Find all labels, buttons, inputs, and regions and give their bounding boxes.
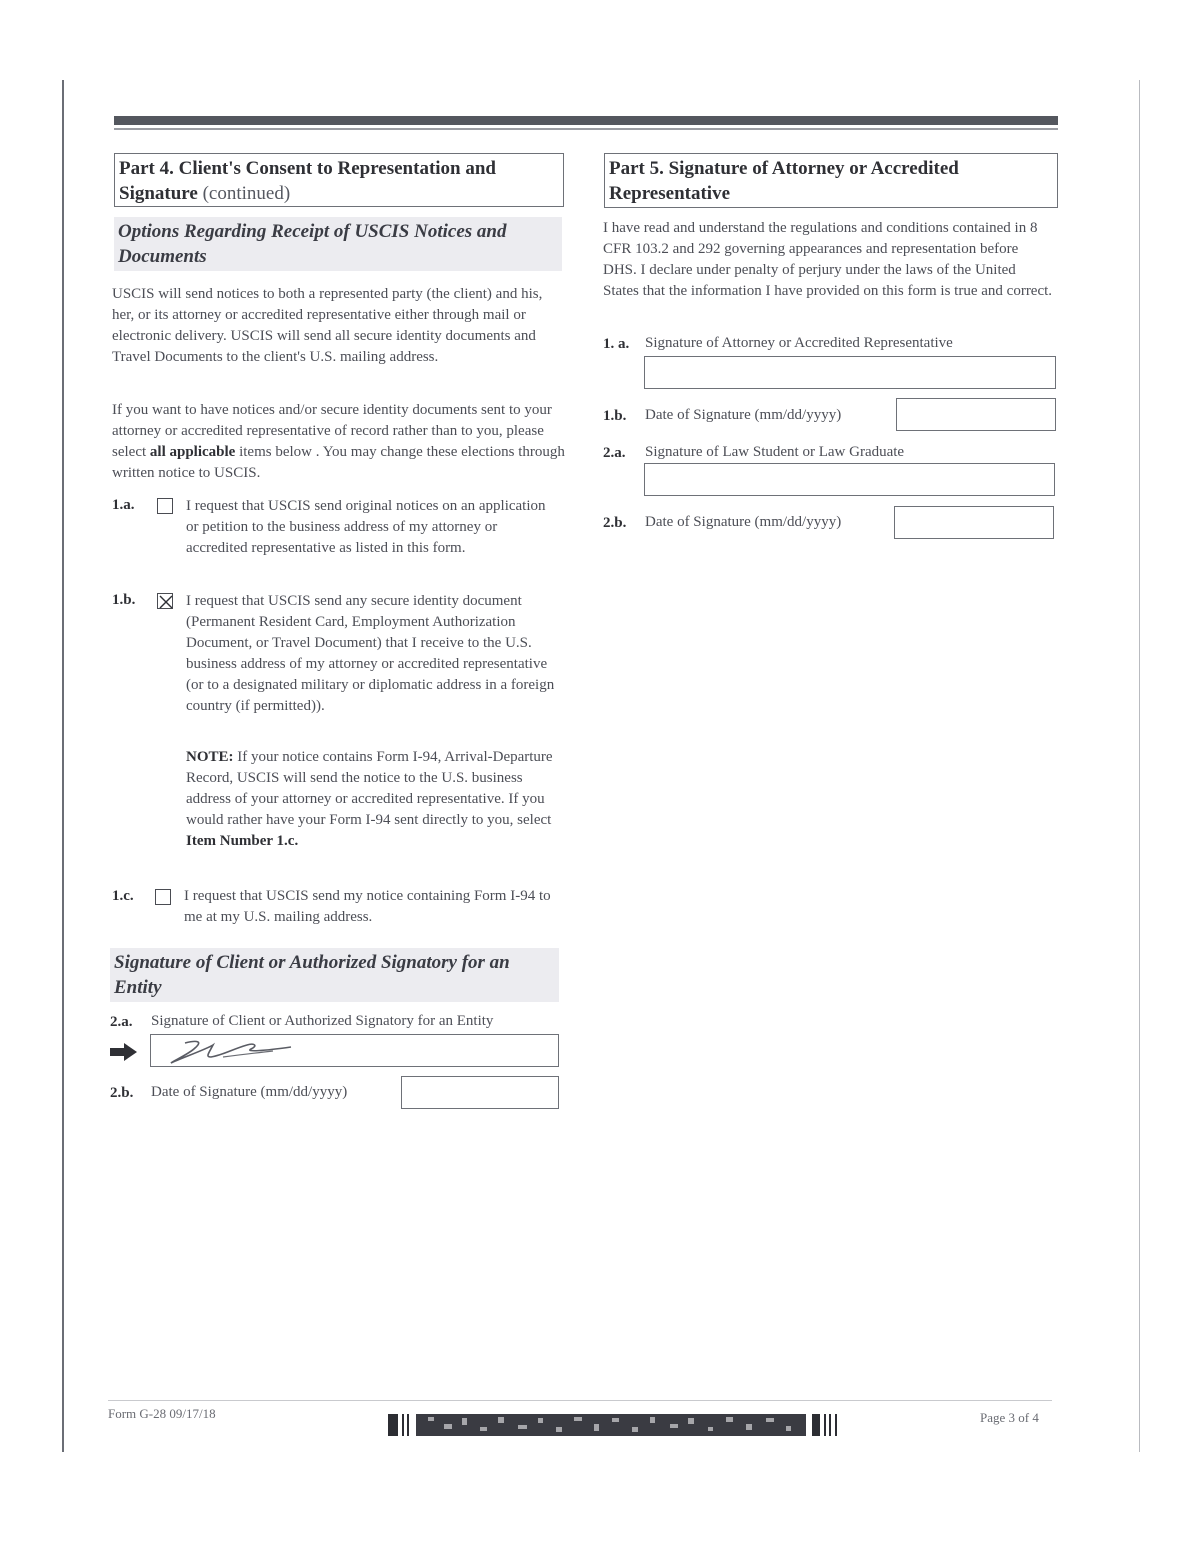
client-signature-field[interactable] [150, 1034, 559, 1067]
item-1a-number: 1.a. [112, 497, 135, 513]
client-date-field[interactable] [401, 1076, 559, 1109]
sig-2b-number: 2.b. [110, 1085, 134, 1101]
right-arrow-icon [110, 1042, 138, 1062]
form-id: Form G-28 09/17/18 [108, 1406, 216, 1421]
instructions-text-2: items below . You may change these elections through written notice to USCIS. [112, 444, 565, 481]
item-1b-number: 1.b. [112, 592, 136, 608]
top-rule-line [114, 128, 1058, 130]
p5-1b-label: Date of Signature (mm/dd/yyyy) [645, 407, 842, 423]
note-label: NOTE: [186, 749, 234, 765]
p5-2b-number: 2.b. [603, 515, 627, 531]
student-date-field[interactable] [894, 506, 1054, 539]
p5-1a-label: Signature of Attorney or Accredited Representative [645, 335, 953, 351]
part4-header [114, 153, 564, 207]
handwritten-signature [163, 1035, 303, 1067]
sig-2a-number: 2.a. [110, 1014, 133, 1030]
part5-declaration: I have read and understand the regulations and conditions contained in 8 CFR 103.2 and 292 governing appearances and representation before DHS. I declare under penalty of perjury under the laws of the United States that the information I have provided on this form is true and correct. [603, 220, 1053, 299]
item-1b-text: I request that USCIS send any secure identity document (Permanent Resident Card, Employment Authorization Document, or Travel Document) that I receive to the U.S. business address of my attorney or accredited representative (or to a designated military or diplomatic address in a foreign country (if permitted)). [186, 593, 555, 714]
item-1a-checkbox[interactable] [157, 498, 173, 514]
sig-2a-label: Signature of Client or Authorized Signatory for an Entity [151, 1013, 494, 1029]
p5-2b-label: Date of Signature (mm/dd/yyyy) [645, 514, 842, 530]
part5-header: Part 5. Signature of Attorney or Accredited Representative [604, 153, 1058, 208]
item-1b-checkbox[interactable] [157, 593, 173, 609]
part4-title: Part 4. Client's Consent to Representation and Signature [119, 158, 497, 204]
barcode [388, 1412, 846, 1438]
sig-2b-label: Date of Signature (mm/dd/yyyy) [151, 1084, 348, 1100]
p5-1b-number: 1.b. [603, 408, 627, 424]
page-number: Page 3 of 4 [980, 1410, 1039, 1425]
attorney-date-field[interactable] [896, 398, 1056, 431]
item-1c-checkbox[interactable] [155, 889, 171, 905]
p5-1a-number: 1. a. [603, 336, 630, 352]
item-1c-text: I request that USCIS send my notice containing Form I-94 to me at my U.S. mailing address. [184, 888, 551, 925]
footer-rule [108, 1400, 1052, 1401]
signature-heading: Signature of Client or Authorized Signatory for an Entity [110, 948, 559, 1002]
student-signature-field[interactable] [644, 463, 1055, 496]
note-block [186, 747, 556, 852]
checkmark-x-icon [158, 594, 174, 610]
attorney-signature-field[interactable] [644, 356, 1056, 389]
instructions-bold: all applicable [149, 444, 236, 460]
item-1a-text: I request that USCIS send original notices on an application or petition to the business address of my attorney or accredited representative as listed in this form. [186, 498, 546, 556]
instructions-paragraph [112, 400, 567, 484]
instructions-text-1: If you want to have notices and/or secure identity documents sent to your attorney or accredited representative of record rather than to you, please select [112, 402, 552, 460]
part4-continued: (continued) [202, 183, 291, 204]
p5-2a-number: 2.a. [603, 445, 626, 461]
note-item-ref: Item Number 1.c. [186, 833, 299, 849]
options-heading: Options Regarding Receipt of USCIS Notices and Documents [114, 217, 562, 271]
note-body: If your notice contains Form I-94, Arrival-Departure Record, USCIS will send the notice to the U.S. business address of your attorney or accredited representative. If you would rather have your Form I-94 sent directly to you, select [186, 749, 553, 828]
p5-2a-label: Signature of Law Student or Law Graduate [645, 444, 905, 460]
item-1c-number: 1.c. [112, 888, 134, 904]
intro-paragraph: USCIS will send notices to both a represented party (the client) and his, her, or its attorney or accredited representative either through mail or electronic delivery. USCIS will send all secure identity documents and Travel Documents to the client's U.S. mailing address. [112, 286, 543, 365]
top-rule-bar [114, 116, 1058, 125]
